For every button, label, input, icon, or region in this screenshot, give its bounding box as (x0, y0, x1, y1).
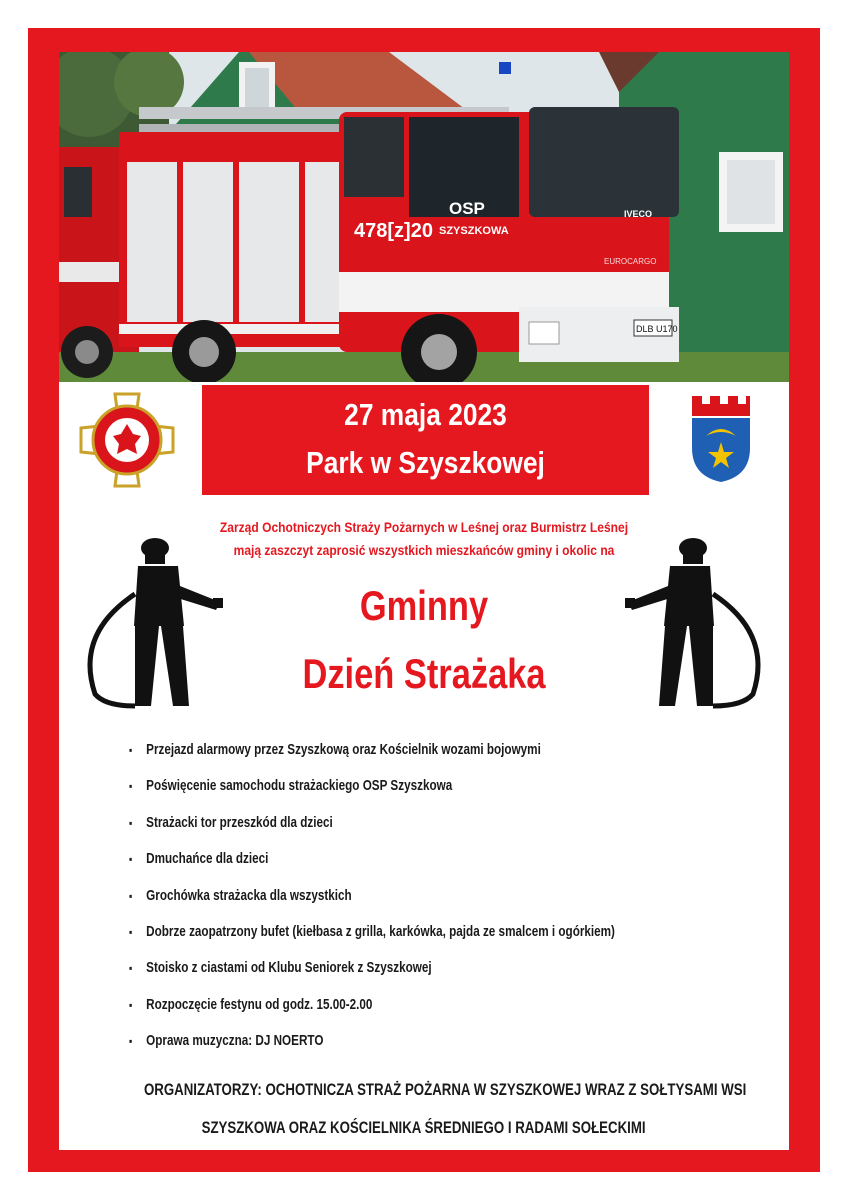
firefighter-right-icon (625, 534, 765, 714)
bullet-icon: ▪ (129, 888, 133, 903)
truck-unit-sub: SZYSZKOWA (439, 225, 509, 237)
title-line-2: Dzień Strażaka (302, 650, 546, 697)
list-item: ▪ Stoisko z ciastami od Klubu Seniorek z Szyszkowej (129, 959, 432, 977)
poster (59, 52, 789, 1150)
bullet-icon: ▪ (129, 852, 133, 867)
list-item: ▪ Poświęcenie samochodu strażackiego OSP Szyszkowa (129, 777, 453, 795)
coat-of-arms-icon (690, 394, 752, 482)
bullet-icon: ▪ (129, 924, 133, 939)
fire-truck-photo (59, 52, 789, 382)
truck-brand: IVECO (624, 209, 653, 219)
list-item: ▪ Rozpoczęcie festynu od godz. 15.00-2.00 (129, 995, 373, 1013)
organizers-line-2: SZYSZKOWA ORAZ KOŚCIELNIKA ŚREDNIEGO I RADAMI SOŁECKIMI (202, 1118, 646, 1137)
firefighter-left-icon (83, 534, 223, 714)
bullet-icon: ▪ (129, 815, 133, 830)
list-item: ▪ Grochówka strażacka dla wszystkich (129, 886, 352, 904)
event-date: 27 maja 2023 (344, 397, 507, 432)
event-place: Park w Szyszkowej (306, 445, 545, 480)
invitation-line-2: mają zaszczyt zaprosić wszystkich mieszkańców gminy i okolic na (233, 542, 615, 558)
truck-unit: OSP (449, 199, 485, 218)
bullet-icon: ▪ (129, 779, 133, 794)
list-item: ▪ Strażacki tor przeszkód dla dzieci (129, 813, 333, 831)
event-date-box (202, 385, 649, 495)
title-line-1: Gminny (359, 582, 489, 629)
program-list (129, 740, 752, 1068)
bullet-icon: ▪ (129, 1034, 133, 1049)
invitation-line-1: Zarząd Ochotniczych Straży Pożarnych w Leśnej oraz Burmistrz Leśnej (219, 519, 629, 535)
bullet-icon: ▪ (129, 961, 133, 976)
truck-model: EUROCARGO (604, 257, 657, 266)
list-item: ▪ Przejazd alarmowy przez Szyszkową oraz Kościelnik wozami bojowymi (129, 741, 541, 758)
list-item: ▪ Dobrze zaopatrzony bufet (kiełbasa z grilla, karkówka, pajda ze smalcem i ogórkiem) (129, 922, 615, 940)
truck-number: 478[z]20 (354, 220, 433, 242)
truck-plate: DLB U170 (636, 324, 678, 334)
list-item: ▪ Dmuchańce dla dzieci (129, 850, 269, 868)
fire-brigade-emblem-icon (77, 390, 177, 490)
bullet-icon: ▪ (129, 997, 133, 1012)
organizers-line-1: ORGANIZATORZY: OCHOTNICZA STRAŻ POŻARNA W SZYSZKOWEJ WRAZ Z SOŁTYSAMI WSI (143, 1080, 747, 1099)
list-item: ▪ Oprawa muzyczna: DJ NOERTO (129, 1032, 324, 1050)
bullet-icon: ▪ (129, 743, 133, 757)
